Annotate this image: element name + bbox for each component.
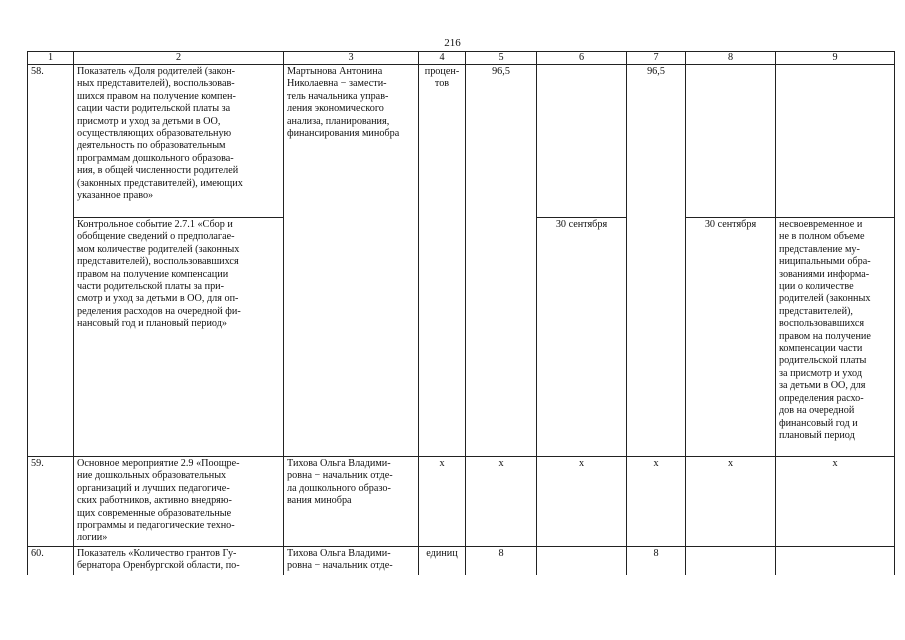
responsible-person: Тихова Ольга Владими- ровна − начальник отде- (284, 546, 419, 575)
value-cell-6: x (537, 457, 627, 547)
responsible-person: Мартынова Антонина Николаевна − замести- тель начальника управ- ления экономического анализа, планирования, финансирования минобра (284, 65, 419, 457)
value-cell-6 (537, 65, 627, 218)
value-cell-7: x (627, 457, 686, 547)
value-cell-8: x (686, 457, 776, 547)
control-event-note: несвоевременное и не в полном объеме представление му- ниципальными обра- зованиями информа- ции о количестве родителей (законных представителей), воспользовавшихся правом на получение компенсации части родительской платы за присмотр и уход за детьми в ОО, для определения расхо- дов на очередной финансовый год и плановый период (776, 218, 895, 457)
value-cell-5: x (466, 457, 537, 547)
indicator-name: Показатель «Количество грантов Гу- бернатора Оренбургской области, по- (74, 546, 284, 575)
header-cell: 3 (284, 52, 419, 65)
value-cell-7: 8 (627, 546, 686, 575)
table-row-60 (28, 546, 895, 575)
unit-cell: единиц (419, 546, 466, 575)
header-cell: 5 (466, 52, 537, 65)
header-cell: 4 (419, 52, 466, 65)
value-cell-7: 96,5 (627, 65, 686, 218)
header-cell: 8 (686, 52, 776, 65)
indicators-table (27, 51, 895, 575)
control-event-date-plan: 30 сентября (537, 218, 627, 457)
value-cell-8 (686, 546, 776, 575)
value-cell-7-empty (627, 218, 686, 457)
value-cell-5-empty (466, 218, 537, 457)
value-cell-5: 8 (466, 546, 537, 575)
header-cell: 6 (537, 52, 627, 65)
value-cell-8 (686, 65, 776, 218)
header-cell: 7 (627, 52, 686, 65)
table-row-59 (28, 457, 895, 547)
value-cell-9 (776, 546, 895, 575)
control-event-name: Контрольное событие 2.7.1 «Сбор и обобщение сведений о предполагае- мом количестве родителей (законных представителей), воспользовавшихся правом на получение компенсации части родительской платы за при- смотр и уход за детьми в ОО, для оп- ределения расходов на очередной фи- нансовый год и плановый период» (74, 218, 284, 457)
header-cell: 1 (28, 52, 74, 65)
unit-cell: процен- тов (419, 65, 466, 457)
row-number: 58. (28, 65, 74, 457)
table-row-58 (28, 65, 895, 218)
unit-cell: x (419, 457, 466, 547)
value-cell-5: 96,5 (466, 65, 537, 218)
row-number: 59. (28, 457, 74, 547)
control-event-date-fact: 30 сентября (686, 218, 776, 457)
value-cell-9 (776, 65, 895, 218)
header-cell: 2 (74, 52, 284, 65)
header-row (28, 52, 895, 65)
value-cell-6 (537, 546, 627, 575)
row-number: 60. (28, 546, 74, 575)
page-number: 216 (444, 37, 461, 49)
value-cell-9: x (776, 457, 895, 547)
indicator-name: Показатель «Доля родителей (закон- ных представителей), воспользовав- шихся правом на получение компен- сации части родительской платы за присмотр и уход за детьми в ОО, осуществляющих образовательную деятельность по образовательным программам дошкольного образова- ния, в общей численности родителей (законных представителей), имеющих указанное право» (74, 65, 284, 218)
indicator-name: Основное мероприятие 2.9 «Поощре- ние дошкольных образовательных организаций и лучших педагогиче- ских работников, активно внедряю- щих современные образовательные программы и педагогические техно- логии» (74, 457, 284, 547)
responsible-person: Тихова Ольга Владими- ровна − начальник отде- ла дошкольного образо- вания минобра (284, 457, 419, 547)
header-cell: 9 (776, 52, 895, 65)
